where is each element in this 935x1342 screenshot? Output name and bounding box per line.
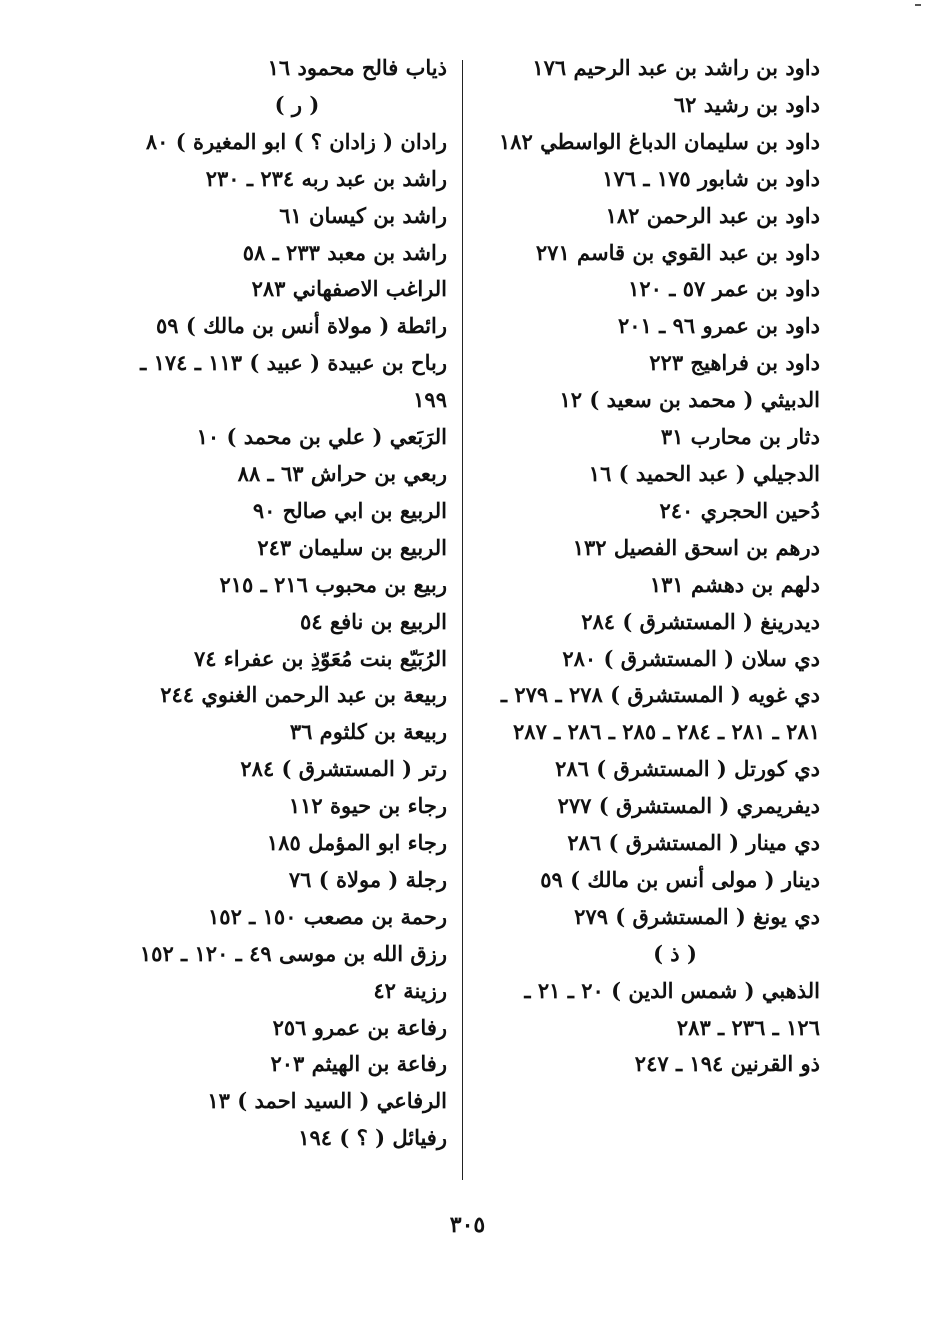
- index-entry: دي غويه ( المستشرق ) ٢٧٨ ـ ٢٧٩ ـ ٢٨١ ـ ٢٨١ ـ ٢٨٤ ـ ٢٨٥ ـ ٢٨٦ ـ ٢٨٧: [500, 682, 820, 745]
- index-entry: رجاء ابو المؤمل ١٨٥: [266, 830, 447, 856]
- index-entry: رائطة ( مولاة أنس بن مالك ) ٥٩: [155, 313, 447, 339]
- index-entry: الرفاعي ( السيد احمد ) ١٣: [207, 1088, 447, 1114]
- index-entry: داود بن عبد الرحمن ١٨٢: [605, 202, 820, 228]
- column-divider: [462, 60, 463, 1180]
- index-entry: ذو القرنين ١٩٤ ـ ٢٤٧: [634, 1051, 820, 1077]
- index-entry: ربيعة بن كلثوم ٣٦: [289, 719, 447, 745]
- index-entry: دي كورتل ( المستشرق ) ٢٨٦: [555, 756, 820, 782]
- page-number: ٣٠٥: [449, 1212, 486, 1238]
- index-entry: داود بن راشد بن عبد الرحيم ١٧٦: [532, 55, 820, 80]
- index-entry: داود بن عمرو ٩٦ ـ ٢٠١: [617, 313, 820, 339]
- index-entry: داود بن رشيد ٦٢: [673, 91, 820, 117]
- index-entry: ديدرينغ ( المستشرق ) ٢٨٤: [581, 608, 820, 634]
- index-entry: ربيعة بن عبد الرحمن الغنوي ٢٤٤: [160, 682, 447, 708]
- index-entry: الراغب الاصفهاني ٢٨٣: [251, 276, 447, 302]
- index-entry: رفيائل ( ؟ ) ١٩٤: [298, 1125, 447, 1151]
- index-entry: دثار بن محارب ٣١: [660, 424, 820, 450]
- scan-mark: [915, 4, 921, 6]
- index-entry: ديفريمري ( المستشرق ) ٢٧٧: [557, 793, 820, 819]
- index-entry: رجلة ( مولاة ) ٧٦: [288, 866, 447, 892]
- index-entry: دي سلان ( المستشرق ) ٢٨٠: [562, 645, 820, 671]
- index-entry: دلهم بن دهشم ١٣١: [649, 571, 820, 597]
- section-heading: ( ذ ): [653, 940, 697, 966]
- index-entry: الربيع بن سليمان ٢٤٣: [257, 534, 447, 560]
- index-entry: داود بن عمر ٥٧ ـ ١٢٠: [628, 276, 820, 302]
- index-entry: ربعي بن حراش ٦٣ ـ ٨٨: [237, 460, 447, 486]
- index-entry: دُحين الحجري ٢٤٠: [659, 497, 820, 523]
- index-entry: الذهبي ( شمس الدين ) ٢٠ ـ ٢١ ـ ١٢٦ ـ ٢٣٦ ـ ٢٨٣: [524, 977, 820, 1040]
- index-entry: الدجيلي ( عبد الحميد ) ١٦: [588, 460, 820, 486]
- index-entry: دينار ( مولى أنس بن مالك ) ٥٩: [540, 866, 820, 892]
- section-heading: ( ر ): [274, 91, 320, 117]
- index-entry: دي مينار ( المستشرق ) ٢٨٦: [567, 830, 820, 856]
- index-entry: الربيع بن ابي صالح ٩٠: [252, 497, 447, 523]
- index-entry: رزق الله بن موسى ٤٩ ـ ١٢٠ ـ ١٥٢: [139, 940, 447, 966]
- index-entry: رتر ( المستشرق ) ٢٨٤: [240, 756, 447, 782]
- index-entry: راشد بن عبد ربه ٢٣٤ ـ ٢٣٠: [205, 165, 447, 191]
- index-entry: رفاعة بن عمرو ٢٥٦: [272, 1014, 447, 1040]
- index-entry: راشد بن كيسان ٦١: [279, 202, 447, 228]
- index-entry: رجاء بن حيوة ١١٢: [288, 793, 447, 819]
- index-entry: رباح بن عبيدة ( عبيد ) ١١٣ ـ ١٧٤ ـ ١٩٩: [140, 350, 447, 413]
- index-column-right: [490, 50, 820, 1083]
- index-column-left: [107, 50, 447, 1157]
- index-entry: رحمة بن مصعب ١٥٠ ـ ١٥٢: [208, 903, 447, 929]
- index-entry: داود بن شابور ١٧٥ ـ ١٧٦: [602, 165, 820, 191]
- index-entry: الدبيثي ( محمد بن سعيد ) ١٢: [559, 387, 820, 413]
- index-entry: ربيع بن محبوب ٢١٦ ـ ٢١٥: [219, 571, 447, 597]
- index-entry: رزينة ٤٢: [373, 977, 447, 1003]
- index-entry: داود بن عبد القوي بن قاسم ٢٧١: [535, 239, 820, 265]
- index-entry: دي يونغ ( المستشرق ) ٢٧٩: [574, 903, 820, 929]
- index-entry: ذياب فالح محمود ١٦: [267, 55, 447, 80]
- index-entry: راشد بن معبد ٢٣٣ ـ ٥٨: [242, 239, 447, 265]
- index-entry: داود بن سليمان الدباغ الواسطي ١٨٢: [498, 128, 820, 154]
- index-entry: رفاعة بن الهيثم ٢٠٣: [270, 1051, 447, 1077]
- index-entry: رادان ( زادان ؟ ) ابو المغيرة ) ٨٠: [145, 128, 447, 154]
- index-entry: الرَبَعي ( علي بن محمد ) ١٠: [196, 424, 447, 450]
- index-entry: الربيع بن نافع ٥٤: [300, 608, 447, 634]
- index-entry: داود بن فراهيج ٢٢٣: [649, 350, 820, 376]
- index-entry: الرُبَيّع بنت مُعَوّذِ بن عفراء ٧٤: [194, 645, 447, 671]
- index-entry: درهم بن اسحق الفصيل ١٣٢: [572, 534, 820, 560]
